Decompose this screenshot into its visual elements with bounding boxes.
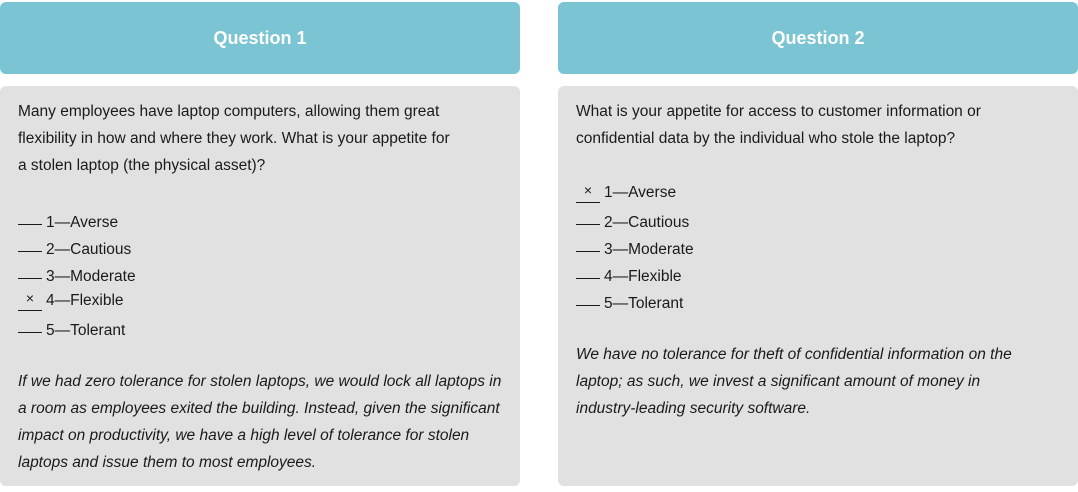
note-line: a room as employees exited the building. Instead, given the significant (18, 400, 500, 417)
option-label: 2—Cautious (46, 241, 132, 258)
answer-blank[interactable]: × (18, 290, 42, 311)
answer-blank[interactable] (576, 285, 600, 306)
prompt-line: confidential data by the individual who stole the laptop? (576, 130, 956, 147)
option-label: 3—Moderate (604, 241, 694, 258)
question-1-prompt (18, 98, 510, 179)
option-label: 1—Averse (604, 184, 677, 201)
question-1-card (0, 86, 520, 486)
prompt-line: a stolen laptop (the physical asset)? (18, 157, 266, 174)
option-label: 1—Averse (46, 214, 119, 231)
question-2-options (576, 179, 1068, 314)
question-2-explanation (576, 341, 1068, 422)
note-line: We have no tolerance for theft of confidential information on the (576, 346, 1012, 363)
option-moderate[interactable] (18, 260, 510, 287)
answer-blank[interactable] (18, 204, 42, 225)
question-2-prompt (576, 98, 1068, 152)
question-2-header (558, 2, 1078, 74)
note-line: industry-leading security software. (576, 400, 811, 417)
answer-blank[interactable] (18, 258, 42, 279)
answer-blank[interactable] (18, 312, 42, 333)
prompt-line: Many employees have laptop computers, allowing them great (18, 103, 440, 120)
option-label: 4—Flexible (46, 292, 124, 309)
option-label: 5—Tolerant (46, 322, 126, 339)
question-1-header (0, 2, 520, 74)
note-line: laptops and issue them to most employees. (18, 454, 317, 471)
option-cautious[interactable] (18, 233, 510, 260)
answer-blank[interactable] (576, 258, 600, 279)
option-averse[interactable] (576, 179, 1068, 206)
option-tolerant[interactable] (576, 287, 1068, 314)
option-tolerant[interactable] (18, 314, 510, 341)
option-label: 5—Tolerant (604, 295, 684, 312)
option-flexible[interactable] (18, 287, 510, 314)
option-label: 3—Moderate (46, 268, 136, 285)
question-2-card (558, 86, 1078, 486)
option-averse[interactable] (18, 206, 510, 233)
answer-blank[interactable] (18, 231, 42, 252)
prompt-line: flexibility in how and where they work. What is your appetite for (18, 130, 450, 147)
option-flexible[interactable] (576, 260, 1068, 287)
option-cautious[interactable] (576, 206, 1068, 233)
option-label: 4—Flexible (604, 268, 682, 285)
option-moderate[interactable] (576, 233, 1068, 260)
question-2-title: Question 2 (771, 27, 865, 48)
note-line: impact on productivity, we have a high level of tolerance for stolen (18, 427, 470, 444)
note-line: laptop; as such, we invest a significant amount of money in (576, 373, 981, 390)
question-1-options (18, 206, 510, 341)
answer-blank[interactable] (576, 231, 600, 252)
answer-blank[interactable] (576, 204, 600, 225)
note-line: If we had zero tolerance for stolen laptops, we would lock all laptops in (18, 373, 502, 390)
answer-blank[interactable]: × (576, 182, 600, 203)
question-1-title: Question 1 (213, 27, 307, 48)
question-1-explanation (18, 368, 510, 476)
option-label: 2—Cautious (604, 214, 690, 231)
question-2-panel (558, 2, 1078, 486)
question-1-panel (0, 2, 520, 486)
prompt-line: What is your appetite for access to customer information or (576, 103, 981, 120)
